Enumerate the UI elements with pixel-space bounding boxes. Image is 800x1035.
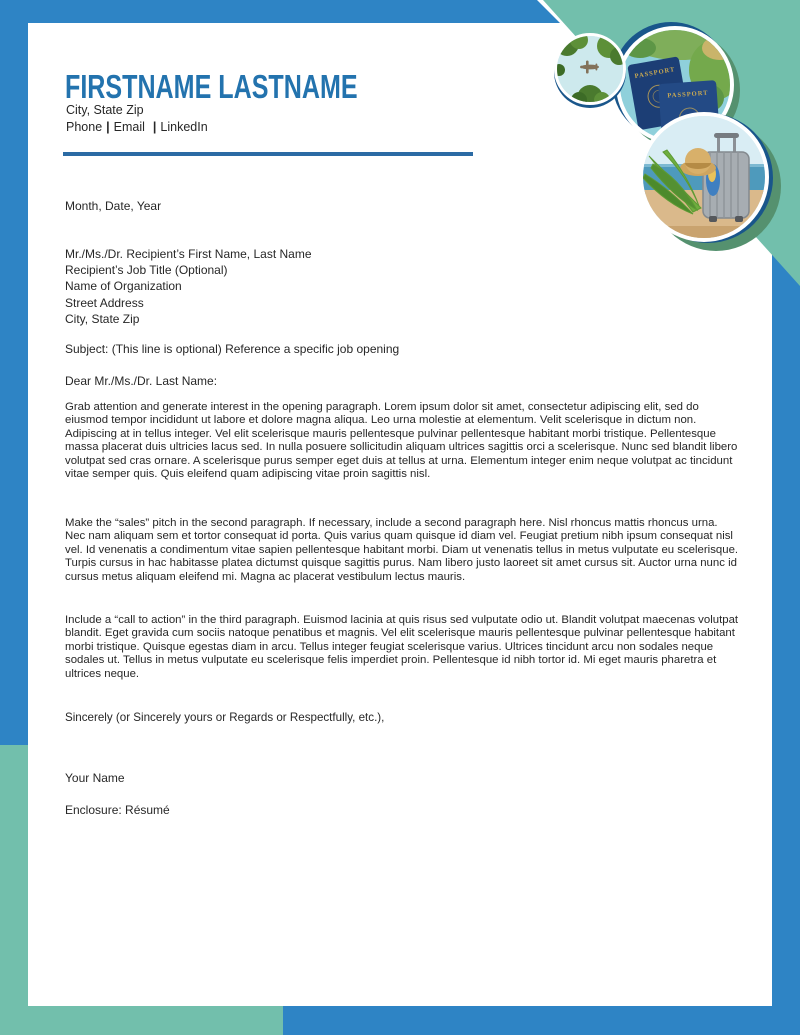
svg-text:PASSPORT: PASSPORT bbox=[667, 89, 709, 100]
contact-separator: | bbox=[106, 120, 110, 134]
contact-line bbox=[66, 120, 208, 134]
date-line: Month, Date, Year bbox=[65, 199, 162, 213]
recipient-name: Mr./Ms./Dr. Recipient’s First Name, Last Name bbox=[65, 247, 312, 261]
salutation: Dear Mr./Ms./Dr. Last Name: bbox=[65, 374, 218, 388]
signature-name: Your Name bbox=[65, 771, 125, 785]
body-paragraph-3: Include a “call to action” in the third paragraph. Euismod lacinia at quis risus sed vulputate odio ut. Blandit volutpat maecenas volutpat blandit. Eget gravida cum sociis natoque penatibus et magnis. Vel elit scelerisque mauris pellentesque pulvinar pellentesque habitant morbi tristique. Quisque egestas diam in arcu. Tellus integer feugiat scelerisque varius. Ultrices tincidunt arcu non sodales neque sodales ut. Tellus in metus vulputate eu scelerisque felis imperdiet proin. Pellentesque id nibh tortor id. Mi eget mauris pharetra et ultrices neque. bbox=[65, 614, 739, 680]
recipient-city: City, State Zip bbox=[65, 311, 140, 326]
contact-linkedin: LinkedIn bbox=[160, 120, 208, 134]
svg-text:PASSPORT: PASSPORT bbox=[634, 66, 676, 81]
subject-line: Subject: (This line is optional) Reference a specific job opening bbox=[65, 342, 400, 356]
bottom-accent-bar bbox=[283, 1006, 800, 1035]
body-paragraph-2: Make the “sales” pitch in the second paragraph. If necessary, include a second paragraph here. Nisl rhoncus mattis rhoncus urna. Nec nam aliquam sem et tortor consequat id porta. Quis varius quam quisque id diam vel. Feugiat pretium nibh ipsum consequat nisl vel. Id venenatis a condimentum vitae sapien pellentesque habitant morbi. Diam ut venenatis tellus in metus vulputate eu scelerisque. Turpis cursus in hac habitasse platea dictumst quisque sagittis purus. Nam libero justo laoreet sit amet cursus sit. Auctor urna nunc id cursus metus aliquam eleifend mi. Magna ac placerat vestibulum lectus mauris. bbox=[65, 517, 739, 583]
contact-email: Email bbox=[113, 120, 145, 134]
recipient-job-title: Recipient’s Job Title (Optional) bbox=[65, 263, 228, 278]
enclosure-line: Enclosure: Résumé bbox=[65, 803, 170, 817]
contact-location: City, State Zip bbox=[66, 103, 144, 117]
top-accent-bar bbox=[0, 0, 561, 23]
contact-separator: | bbox=[152, 120, 157, 134]
closing-line: Sincerely (or Sincerely yours or Regards or Respectfully, etc.), bbox=[65, 711, 385, 724]
palm-trees-airplane-photo-icon bbox=[554, 33, 626, 105]
recipient-block bbox=[65, 246, 740, 327]
suitcase-on-beach-photo-icon bbox=[639, 112, 769, 242]
palms-photo-art bbox=[557, 36, 623, 102]
recipient-organization: Name of Organization bbox=[65, 279, 182, 294]
page-title-name: FIRSTNAME LASTNAME bbox=[65, 68, 358, 105]
body-paragraph-1: Grab attention and generate interest in the opening paragraph. Lorem ipsum dolor sit amet, consectetur adipiscing elit, sed do eiusmod tempor incididunt ut labore et dolore magna aliqua. Leo urna molestie at elementum. Velit scelerisque in dictum non. Adipiscing at in tellus integer. Vel elit scelerisque mauris pellentesque pulvinar pellentesque habitant morbi tristique. Pellentesque massa placerat duis ultricies lacus sed. In nulla posuere sollicitudin aliquam ultrices sagittis orci a scelerisque. Nunc sed blandit libero volutpat sed cras ornare. A scelerisque purus semper eget duis at tellus at urna. Elementum integer enim neque volutpat ac tincidunt vitae semper quis. Quis eleifend quam adipiscing vitae proin sagittis nisl. bbox=[65, 401, 738, 481]
left-accent-bar bbox=[0, 0, 28, 745]
header-divider-rule bbox=[63, 152, 473, 156]
beach-photo-art bbox=[643, 116, 765, 238]
recipient-street: Street Address bbox=[65, 295, 144, 310]
contact-phone: Phone bbox=[66, 120, 103, 134]
